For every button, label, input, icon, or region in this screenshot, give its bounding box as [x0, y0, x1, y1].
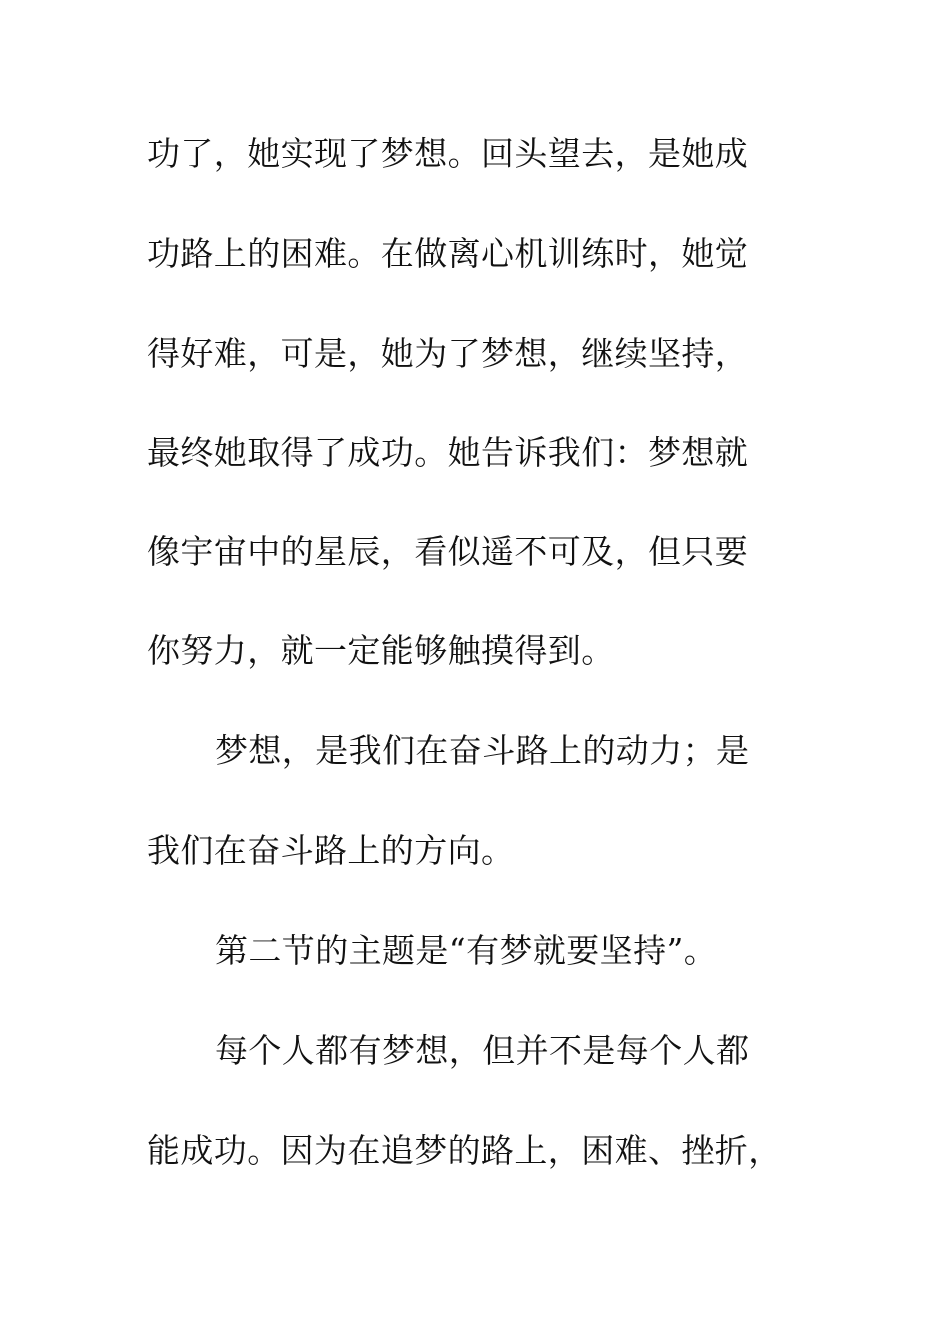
- paragraph-start-line-7: 梦想，是我们在奋斗路上的动力；是: [215, 731, 750, 770]
- text-line-5: 像宇宙中的星辰，看似遥不可及，但只要: [147, 532, 749, 571]
- text-line-11: 能成功。因为在追梦的路上，困难、挫折，: [147, 1131, 782, 1170]
- text-line-6: 你努力，就一定能够触摸得到。: [147, 631, 615, 670]
- text-line-4: 最终她取得了成功。她告诉我们：梦想就: [147, 433, 749, 472]
- paragraph-start-line-9: 第二节的主题是“有梦就要坚持”。: [215, 931, 718, 970]
- text-line-1: 功了，她实现了梦想。回头望去，是她成: [147, 134, 749, 173]
- text-line-2: 功路上的困难。在做离心机训练时，她觉: [147, 234, 749, 273]
- text-line-3: 得好难，可是，她为了梦想，继续坚持，: [147, 334, 749, 373]
- paragraph-start-line-10: 每个人都有梦想，但并不是每个人都: [215, 1031, 750, 1070]
- text-line-8: 我们在奋斗路上的方向。: [147, 831, 515, 870]
